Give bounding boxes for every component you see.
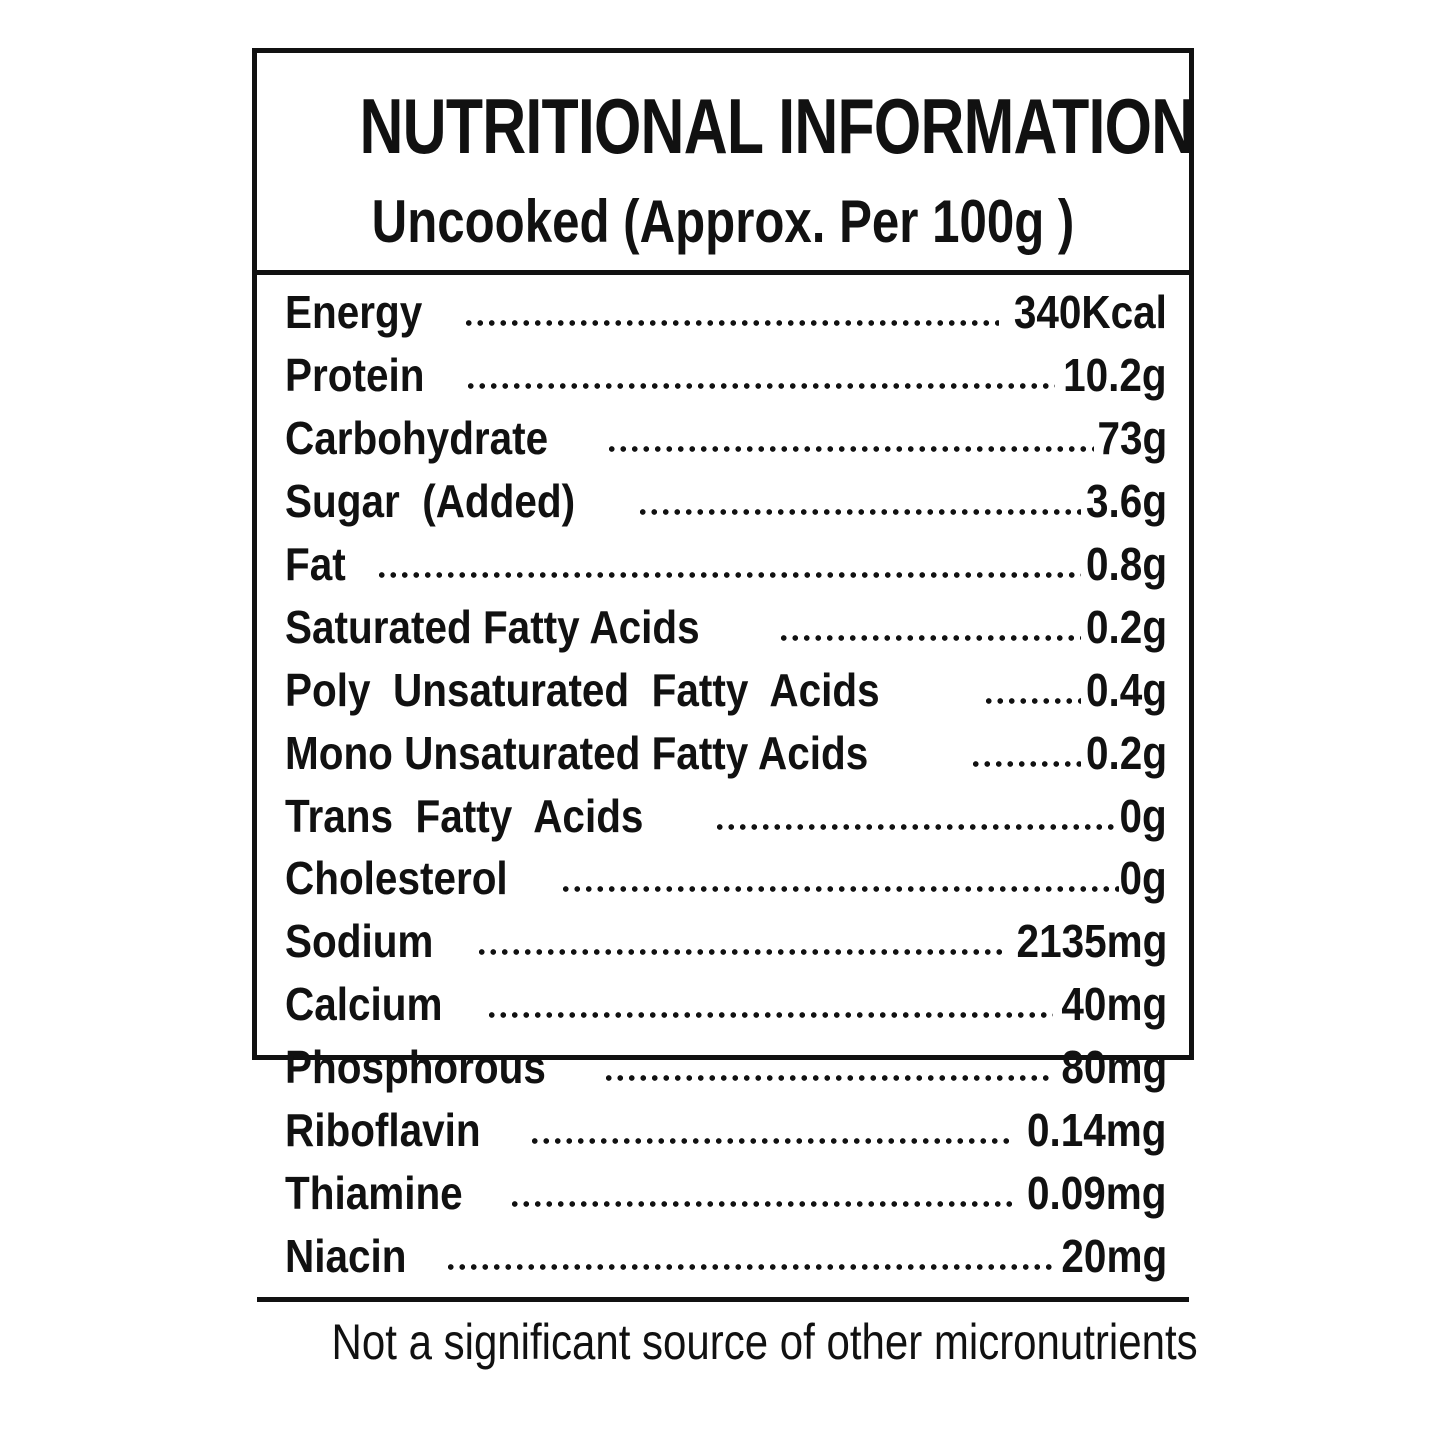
nutrient-row-calcium [285, 973, 1167, 1036]
nutrition-label [252, 48, 1198, 1370]
nutrient-row-sugar [285, 470, 1167, 533]
nutrient-value: 73g [1097, 412, 1167, 465]
nutrient-name: Riboflavin [285, 1104, 481, 1157]
nutrient-value: 2135mg [1016, 915, 1167, 968]
nutrient-name: Mono Unsaturated Fatty Acids [285, 726, 869, 779]
nutrient-row-trans-fatty-acids [285, 784, 1167, 847]
nutrient-value: 0g [1119, 852, 1167, 905]
nutrient-row-niacin [285, 1224, 1167, 1287]
nutrient-name: Niacin [285, 1229, 407, 1282]
label-title: NUTRITIONAL INFORMATION [359, 82, 1195, 170]
dot-leader [486, 1011, 1053, 1019]
dot-leader [509, 1200, 1015, 1208]
dot-leader [983, 697, 1081, 705]
nutrient-row-fat [285, 533, 1167, 596]
nutrient-row-energy [285, 281, 1167, 344]
dot-leader [560, 885, 1119, 893]
nutrient-row-saturated-fatty-acids [285, 595, 1167, 658]
nutrient-name: Saturated Fatty Acids [285, 600, 700, 653]
nutrient-row-poly-unsaturated-fatty-acids [285, 658, 1167, 721]
nutrient-value: 0.14mg [1027, 1104, 1167, 1157]
nutrient-value: 0.2g [1085, 726, 1167, 779]
nutrient-row-phosphorous [285, 1036, 1167, 1099]
nutrient-name: Sugar (Added) [285, 475, 576, 528]
dot-leader [445, 1263, 1053, 1271]
nutrient-value: 40mg [1061, 978, 1167, 1031]
nutrient-row-thiamine [285, 1161, 1167, 1224]
footer-note: Not a significant source of other micronutrients [331, 1314, 1198, 1370]
nutrient-value: 10.2g [1063, 349, 1167, 402]
dot-leader [376, 571, 1081, 579]
nutrient-value: 0.4g [1085, 663, 1167, 716]
dot-leader [970, 760, 1081, 768]
nutrient-list [285, 281, 1167, 1287]
nutrient-name: Thiamine [285, 1166, 463, 1219]
nutrient-name: Energy [285, 286, 423, 339]
label-subtitle: Uncooked (Approx. Per 100g ) [371, 188, 1075, 255]
nutrient-value: 0.8g [1085, 538, 1167, 590]
nutrient-row-sodium [285, 910, 1167, 973]
nutrient-value: 0g [1119, 789, 1167, 842]
dot-leader [529, 1137, 1014, 1145]
nutrient-name: Poly Unsaturated Fatty Acids [285, 663, 880, 716]
footer-divider [257, 1297, 1189, 1302]
nutrient-row-carbohydrate [285, 407, 1167, 470]
nutrient-value: 20mg [1061, 1229, 1167, 1282]
dot-leader [465, 382, 1055, 390]
dot-leader [476, 948, 1002, 956]
nutrient-name: Trans Fatty Acids [285, 789, 644, 842]
nutrient-name: Fat [285, 538, 346, 590]
nutrient-name: Protein [285, 349, 425, 402]
dot-leader [714, 823, 1119, 831]
nutrient-value: 3.6g [1085, 475, 1167, 528]
nutrient-value: 80mg [1061, 1041, 1167, 1094]
nutrient-row-riboflavin [285, 1099, 1167, 1162]
nutrient-name: Cholesterol [285, 852, 508, 905]
nutrient-name: Phosphorous [285, 1041, 546, 1094]
nutrient-row-mono-unsaturated-fatty-acids [285, 721, 1167, 784]
nutrient-name: Carbohydrate [285, 412, 549, 465]
nutrient-row-cholesterol [285, 847, 1167, 910]
nutrient-row-protein [285, 344, 1167, 407]
dot-leader [778, 634, 1081, 642]
nutrient-name: Sodium [285, 915, 434, 968]
dot-leader [463, 319, 999, 327]
label-header [257, 53, 1195, 275]
dot-leader [606, 445, 1094, 453]
nutrient-name: Calcium [285, 978, 443, 1031]
nutrient-value: 0.09mg [1027, 1166, 1167, 1219]
nutrient-value: 340Kcal [1013, 286, 1167, 339]
nutrient-value: 0.2g [1085, 600, 1167, 653]
dot-leader [637, 508, 1081, 516]
dot-leader [603, 1074, 1052, 1082]
